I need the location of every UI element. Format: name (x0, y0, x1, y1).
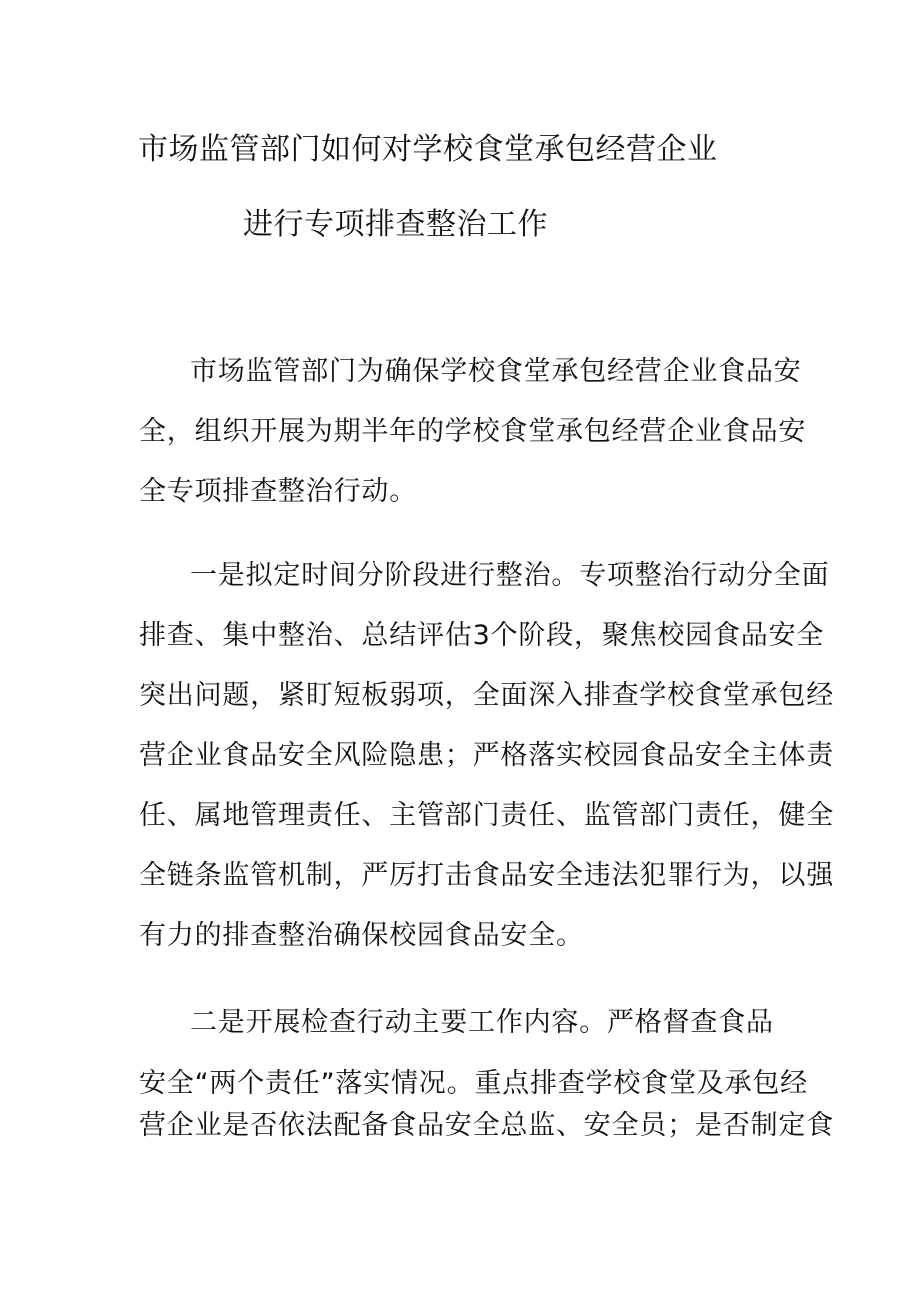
paragraph-1-line-3: 全专项排查整治行动。 (139, 476, 417, 507)
paragraph-3-line-3: 营企业是否依法配备食品安全总监、安全员；是否制定食 (139, 1110, 834, 1141)
paragraph-2-line-2: 排查、集中整治、总结评估3个阶段，聚焦校园食品安全 (139, 620, 825, 651)
paragraph-1-line-1: 市场监管部门为确保学校食堂承包经营企业食品安 (190, 356, 802, 387)
paragraph-3-line-2: 安全“两个责任”落实情况。重点排查学校食堂及承包经 (139, 1068, 808, 1099)
paragraph-2-line-5: 任、属地管理责任、主管部门责任、监管部门责任，健全 (139, 800, 834, 831)
paragraph-2-line-6: 全链条监管机制，严厉打击食品安全违法犯罪行为，以强 (139, 860, 834, 891)
document-title-line-2: 进行专项排查整治工作 (243, 207, 548, 242)
document-title-line-1: 市场监管部门如何对学校食堂承包经营企业 (138, 132, 718, 167)
paragraph-3-line-1: 二是开展检查行动主要工作内容。严格督查食品 (190, 1007, 774, 1038)
paragraph-2-line-4: 营企业食品安全风险隐患；严格落实校园食品安全主体责 (139, 740, 834, 771)
paragraph-2-line-1: 一是拟定时间分阶段进行整治。专项整治行动分全面 (190, 560, 830, 591)
paragraph-1-line-2: 全，组织开展为期半年的学校食堂承包经营企业食品安 (139, 416, 807, 447)
paragraph-2-line-3: 突出问题，紧盯短板弱项，全面深入排查学校食堂承包经 (139, 680, 834, 711)
paragraph-2-line-7: 有力的排查整治确保校园食品安全。 (139, 920, 584, 951)
